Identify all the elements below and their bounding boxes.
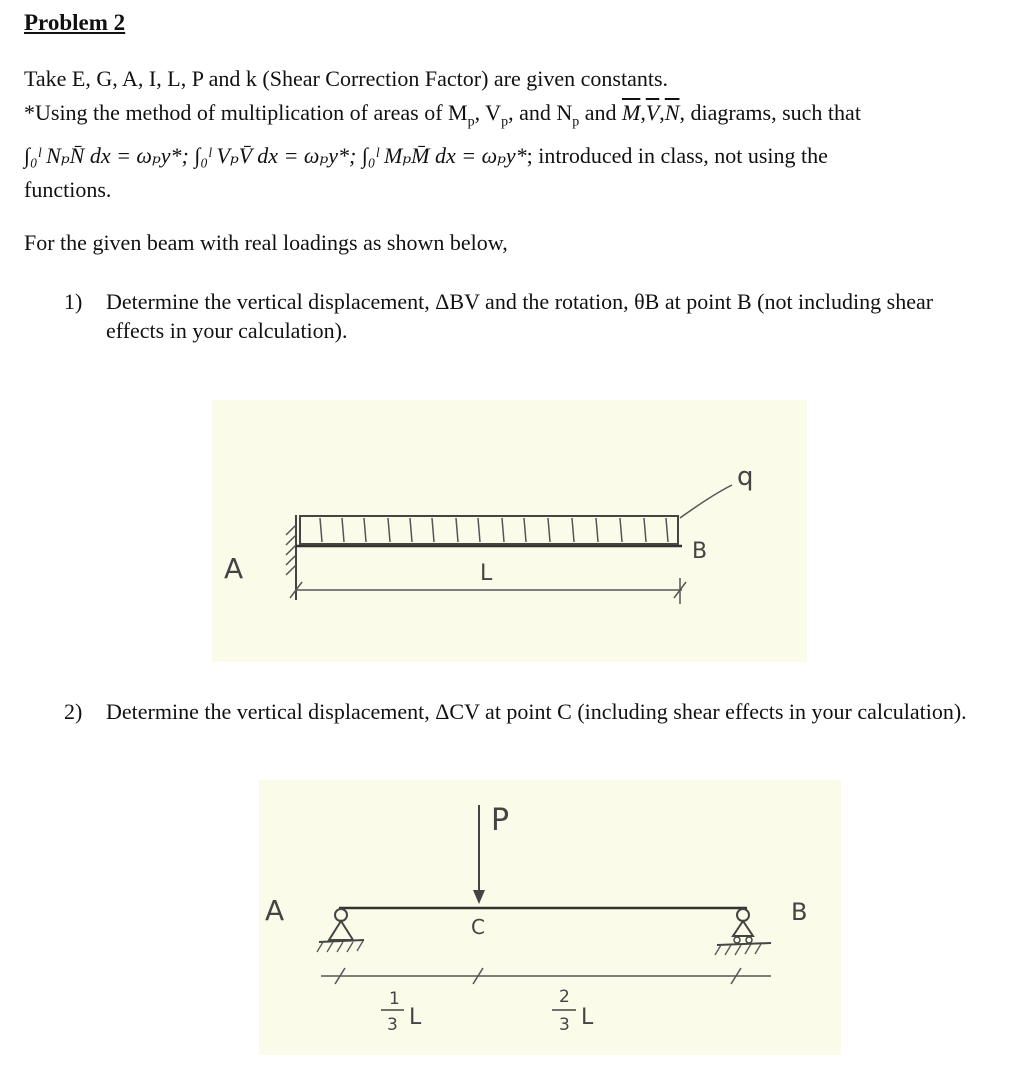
intro-line-3: ∫₀ˡ NₚN̄ dx = ωₚy*; ∫₀ˡ VₚV̄ dx = ωₚy*; ∫₀ˡ MₚM̄ dx = ωₚy*; introduced in class, not using the	[24, 143, 828, 169]
svg-text:3: 3	[559, 1015, 570, 1035]
svg-text:1: 1	[389, 989, 400, 1009]
svg-text:3: 3	[387, 1015, 398, 1035]
right-support	[733, 921, 753, 936]
left-support	[329, 921, 353, 940]
label-a: A	[224, 552, 244, 585]
dimension-two-thirds-l	[552, 987, 594, 1035]
svg-text:L: L	[409, 1005, 422, 1030]
question-2-number: 2)	[64, 699, 83, 724]
label-b: B	[791, 898, 808, 926]
integral-formula: ∫₀ˡ NₚN̄ dx = ωₚy*; ∫₀ˡ VₚV̄ dx = ωₚy*; ∫₀ˡ MₚM̄ dx = ωₚy*	[24, 143, 527, 169]
q-leader-line	[680, 485, 732, 518]
intro-line-1: Take E, G, A, I, L, P and k (Shear Correction Factor) are given constants.	[24, 66, 669, 91]
label-l: L	[480, 561, 493, 586]
wall-hatching	[286, 525, 296, 575]
point-load-arrowhead	[473, 890, 485, 904]
label-c: C	[471, 915, 485, 939]
left-ground-line	[319, 940, 364, 942]
question-1	[64, 287, 984, 345]
question-2-text: Determine the vertical displacement, ΔCV at point C (including shear effects in your calculation).	[106, 699, 967, 724]
simply-supported-diagram	[259, 780, 841, 1055]
intro-paragraph	[24, 62, 994, 207]
question-1-text: Determine the vertical displacement, ΔBV and the rotation, θB at point B (not including shear effects in your calculation).	[106, 289, 934, 343]
right-ground-line	[717, 943, 771, 945]
intro-line-2: *Using the method of multiplication of areas of $M_p$, $V_p$, and $N_p$ and $\overline{M},\overline{V},\overline{N}$, diagrams, such that	[24, 100, 861, 130]
question-1-number: 1)	[64, 289, 83, 314]
label-q: q	[737, 462, 754, 492]
label-a: A	[265, 894, 285, 927]
label-p: P	[491, 803, 510, 838]
label-b: B	[692, 539, 708, 564]
problem-title: Problem 2	[24, 10, 126, 35]
intro-line-4: functions.	[24, 177, 112, 203]
svg-text:2: 2	[559, 987, 570, 1007]
right-roller-left	[734, 937, 740, 943]
cantilever-diagram	[212, 400, 807, 662]
dimension-one-third-l	[381, 989, 422, 1035]
svg-text:L: L	[581, 1005, 594, 1030]
figure-simply-supported	[259, 780, 841, 1055]
load-arrows	[320, 518, 668, 542]
question-2	[64, 697, 984, 726]
figure-cantilever	[212, 400, 807, 662]
given-text: For the given beam with real loadings as shown below,	[24, 230, 508, 255]
right-roller-right	[746, 937, 752, 943]
